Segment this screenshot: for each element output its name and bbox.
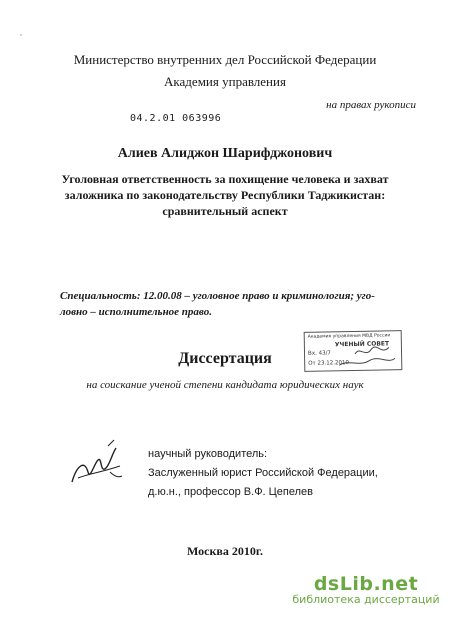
corner-mark: , <box>20 28 22 37</box>
watermark-name: dsLib.net <box>313 573 419 595</box>
supervisor-label: научный руководитель: <box>148 448 268 460</box>
title-line: сравнительный аспект <box>162 204 288 218</box>
stamp-council: УЧЕНЫЙ СОВЕТ <box>334 340 390 349</box>
registration-code: 04.2.01 063996 <box>130 113 222 124</box>
author-name: Алиев Алиджон Шарифджонович <box>117 146 333 161</box>
title-line: заложника по законодательству Республики Таджикистан: <box>64 188 386 202</box>
supervisor-title: Заслуженный юрист Российской Федерации, <box>148 467 378 479</box>
ministry-name: Министерство внутренних дел Российской Федерации <box>73 52 377 67</box>
watermark-subtitle: библиотека диссертаций <box>292 593 440 606</box>
stamp-number: Вх. 43/7 <box>307 350 331 357</box>
specialty <box>60 288 400 320</box>
supervisor-block <box>148 445 378 502</box>
specialty-line: ловно – исполнительное право. <box>60 306 212 318</box>
academy-name: Академия управления <box>164 74 286 89</box>
signature-icon <box>64 438 134 498</box>
manuscript-rights-note: на правах рукописи <box>326 99 416 111</box>
city-year: Москва 2010г. <box>187 544 263 558</box>
supervisor-name: д.ю.н., профессор В.Ф. Цепелев <box>148 486 314 498</box>
dissertation-title <box>0 171 450 219</box>
title-line: Уголовная ответственность за похищение человека и захват <box>61 172 389 186</box>
degree-line: на соискание ученой степени кандидата юридических наук <box>86 379 364 391</box>
specialty-line: Специальность: 12.00.08 – уголовное право и криминология; уго- <box>60 290 375 302</box>
stamp-organization: Академия управления МВД России <box>307 333 391 340</box>
document-type: Диссертация <box>178 350 272 367</box>
stamp-date: От 23.12.2010 <box>308 360 350 367</box>
dslib-watermark <box>282 573 450 606</box>
